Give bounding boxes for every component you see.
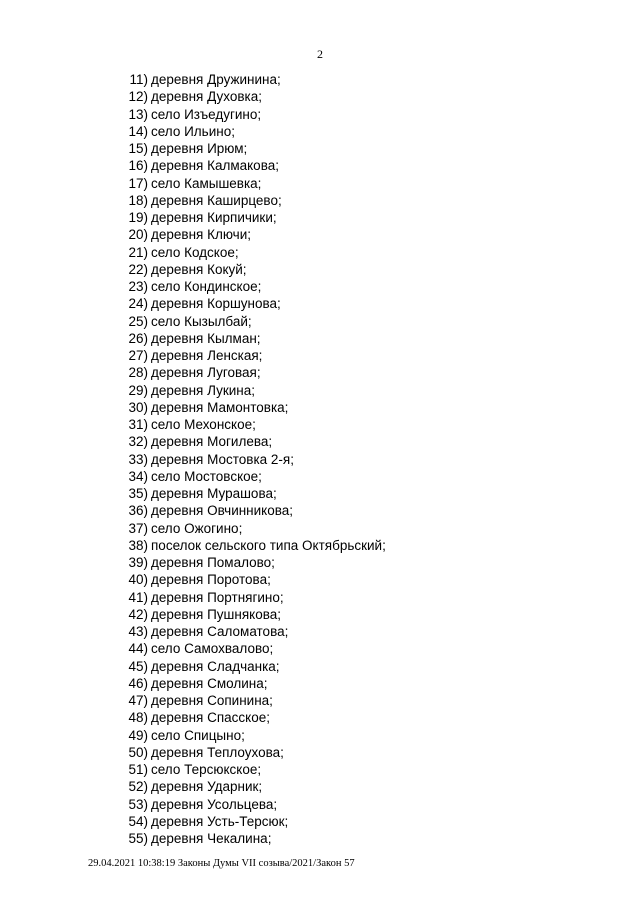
list-item-text: деревня Духовка; — [151, 89, 263, 105]
list-item-text: деревня Мостовка 2-я; — [151, 451, 294, 467]
list-item-number: 20) — [128, 227, 148, 243]
list-item — [0, 261, 640, 278]
list-item — [0, 330, 640, 347]
list-item-number: 39) — [128, 555, 148, 570]
list-item-number: 12) — [128, 89, 148, 105]
list-item-number: 46) — [128, 675, 148, 691]
list-item — [0, 520, 640, 537]
list-item-number: 47) — [128, 693, 148, 708]
list-item-text: село Изъедугино; — [151, 106, 262, 122]
list-item — [0, 192, 640, 209]
list-item-text: деревня Мамонтовка; — [151, 399, 289, 415]
list-item — [0, 123, 640, 140]
list-item-number: 24) — [128, 296, 148, 312]
list-item-number: 32) — [128, 434, 148, 450]
list-item-number: 42) — [128, 606, 148, 622]
list-item — [0, 313, 640, 330]
list-item — [0, 71, 640, 88]
list-item-text: деревня Мурашова; — [151, 486, 277, 501]
list-item-number: 31) — [128, 417, 148, 432]
list-item-text: деревня Овчинникова; — [151, 503, 294, 519]
list-item-text: деревня Кокуй; — [151, 261, 247, 277]
list-item — [0, 744, 640, 761]
list-item-text: село Кызылбай; — [151, 313, 252, 329]
list-item — [0, 295, 640, 312]
list-item-text: деревня Калмакова; — [151, 158, 279, 174]
list-item-text: деревня Каширцево; — [151, 192, 282, 208]
list-item — [0, 692, 640, 709]
list-item — [0, 140, 640, 157]
list-item-number: 13) — [128, 106, 148, 122]
list-item — [0, 623, 640, 640]
list-item-number: 55) — [128, 831, 148, 846]
list-item — [0, 778, 640, 795]
list-item — [0, 709, 640, 726]
list-item — [0, 537, 640, 554]
list-item-number: 36) — [128, 503, 148, 519]
list-item-text: село Мехонское; — [151, 417, 256, 432]
list-item-number: 18) — [128, 192, 148, 208]
list-item-number: 40) — [128, 572, 148, 588]
list-item-text: село Спицыно; — [151, 727, 245, 743]
list-item-text: деревня Дружинина; — [151, 72, 281, 87]
list-item-text: деревня Коршунова; — [151, 296, 281, 312]
list-item — [0, 589, 640, 606]
list-item — [0, 640, 640, 657]
list-item-text: деревня Помалово; — [151, 555, 275, 570]
list-item — [0, 382, 640, 399]
list-item — [0, 554, 640, 571]
list-item — [0, 157, 640, 174]
list-item-text: село Терсюкское; — [151, 762, 262, 777]
list-item-text: деревня Кирпичики; — [151, 210, 277, 225]
list-item-number: 41) — [128, 589, 148, 605]
list-item-number: 50) — [128, 744, 148, 760]
list-item-text: деревня Поротова; — [151, 572, 271, 588]
list-item-number: 21) — [128, 244, 148, 260]
list-item-text: деревня Спасское; — [151, 710, 270, 726]
list-item-number: 22) — [128, 261, 148, 277]
list-item-number: 53) — [128, 796, 148, 812]
list-item-text: деревня Усольцева; — [151, 796, 278, 812]
list-item — [0, 658, 640, 675]
settlement-list — [0, 71, 640, 847]
list-item — [0, 830, 640, 847]
list-item-text: деревня Могилева; — [151, 434, 273, 450]
list-item — [0, 796, 640, 813]
list-item — [0, 727, 640, 744]
list-item-number: 43) — [128, 624, 148, 639]
list-item-text: деревня Чекалина; — [151, 831, 272, 846]
list-item-number: 30) — [128, 399, 148, 415]
list-item-number: 17) — [128, 175, 148, 191]
list-item — [0, 502, 640, 519]
list-item-text: село Кодское; — [151, 244, 239, 260]
list-item-number: 52) — [128, 779, 148, 795]
list-item-text: деревня Сладчанка; — [151, 658, 280, 674]
list-item-text: деревня Луговая; — [151, 365, 261, 381]
list-item — [0, 433, 640, 450]
page-number: 2 — [317, 47, 323, 61]
list-item-text: село Мостовское; — [151, 468, 262, 484]
list-item-number: 11) — [129, 72, 148, 87]
list-item — [0, 761, 640, 778]
list-item-text: деревня Ударник; — [151, 779, 263, 795]
list-item-number: 34) — [128, 468, 148, 484]
list-item — [0, 88, 640, 105]
list-item — [0, 278, 640, 295]
list-item-number: 19) — [128, 210, 148, 225]
list-item — [0, 675, 640, 692]
list-item — [0, 813, 640, 830]
list-item-text: деревня Сопинина; — [151, 693, 273, 708]
list-item-number: 48) — [128, 710, 148, 726]
list-item-number: 15) — [128, 141, 148, 156]
list-item-number: 28) — [128, 365, 148, 381]
list-item-number: 49) — [128, 727, 148, 743]
list-item-text: деревня Ключи; — [151, 227, 251, 243]
list-item-text: деревня Пушнякова; — [151, 606, 281, 622]
list-item-number: 16) — [128, 158, 148, 174]
list-item-text: село Ильино; — [151, 123, 235, 139]
list-item-text: деревня Лукина; — [151, 382, 256, 398]
list-item — [0, 485, 640, 502]
list-item-text: деревня Саломатова; — [151, 624, 289, 639]
list-item — [0, 347, 640, 364]
list-item-text: село Камышевка; — [151, 175, 262, 191]
list-item-text: деревня Теплоухова; — [151, 744, 284, 760]
list-item-text: деревня Кылман; — [151, 330, 261, 346]
list-item — [0, 244, 640, 261]
list-item — [0, 209, 640, 226]
list-item-text: деревня Портнягино; — [151, 589, 284, 605]
list-item — [0, 226, 640, 243]
list-item-number: 26) — [128, 330, 148, 346]
list-item — [0, 175, 640, 192]
list-item-text: село Самохвалово; — [151, 641, 274, 657]
list-item-number: 29) — [128, 382, 148, 398]
list-item-number: 54) — [128, 813, 148, 829]
list-item — [0, 416, 640, 433]
list-item-text: деревня Ирюм; — [151, 141, 248, 156]
list-item — [0, 451, 640, 468]
list-item-number: 25) — [128, 313, 148, 329]
list-item — [0, 106, 640, 123]
list-item-text: село Кондинское; — [151, 279, 262, 294]
list-item-number: 33) — [128, 451, 148, 467]
list-item-number: 45) — [128, 658, 148, 674]
list-item-text: поселок сельского типа Октябрьский; — [151, 537, 386, 553]
document-footer: 29.04.2021 10:38:19 Законы Думы VII созыва/2021/Закон 57 — [88, 858, 355, 869]
list-item-number: 14) — [128, 123, 148, 139]
list-item-text: село Ожогино; — [151, 520, 243, 536]
list-item-text: деревня Усть-Терсюк; — [151, 813, 289, 829]
list-item-text: деревня Ленская; — [151, 348, 263, 363]
list-item-number: 23) — [128, 279, 148, 294]
list-item-number: 37) — [128, 520, 148, 536]
list-item — [0, 468, 640, 485]
list-item — [0, 364, 640, 381]
list-item — [0, 399, 640, 416]
list-item-number: 51) — [128, 762, 148, 777]
list-item-number: 38) — [128, 537, 148, 553]
list-item-number: 35) — [128, 486, 148, 501]
list-item-text: деревня Смолина; — [151, 675, 268, 691]
list-item-number: 27) — [128, 348, 148, 363]
list-item-number: 44) — [128, 641, 148, 657]
list-item — [0, 606, 640, 623]
list-item — [0, 571, 640, 588]
